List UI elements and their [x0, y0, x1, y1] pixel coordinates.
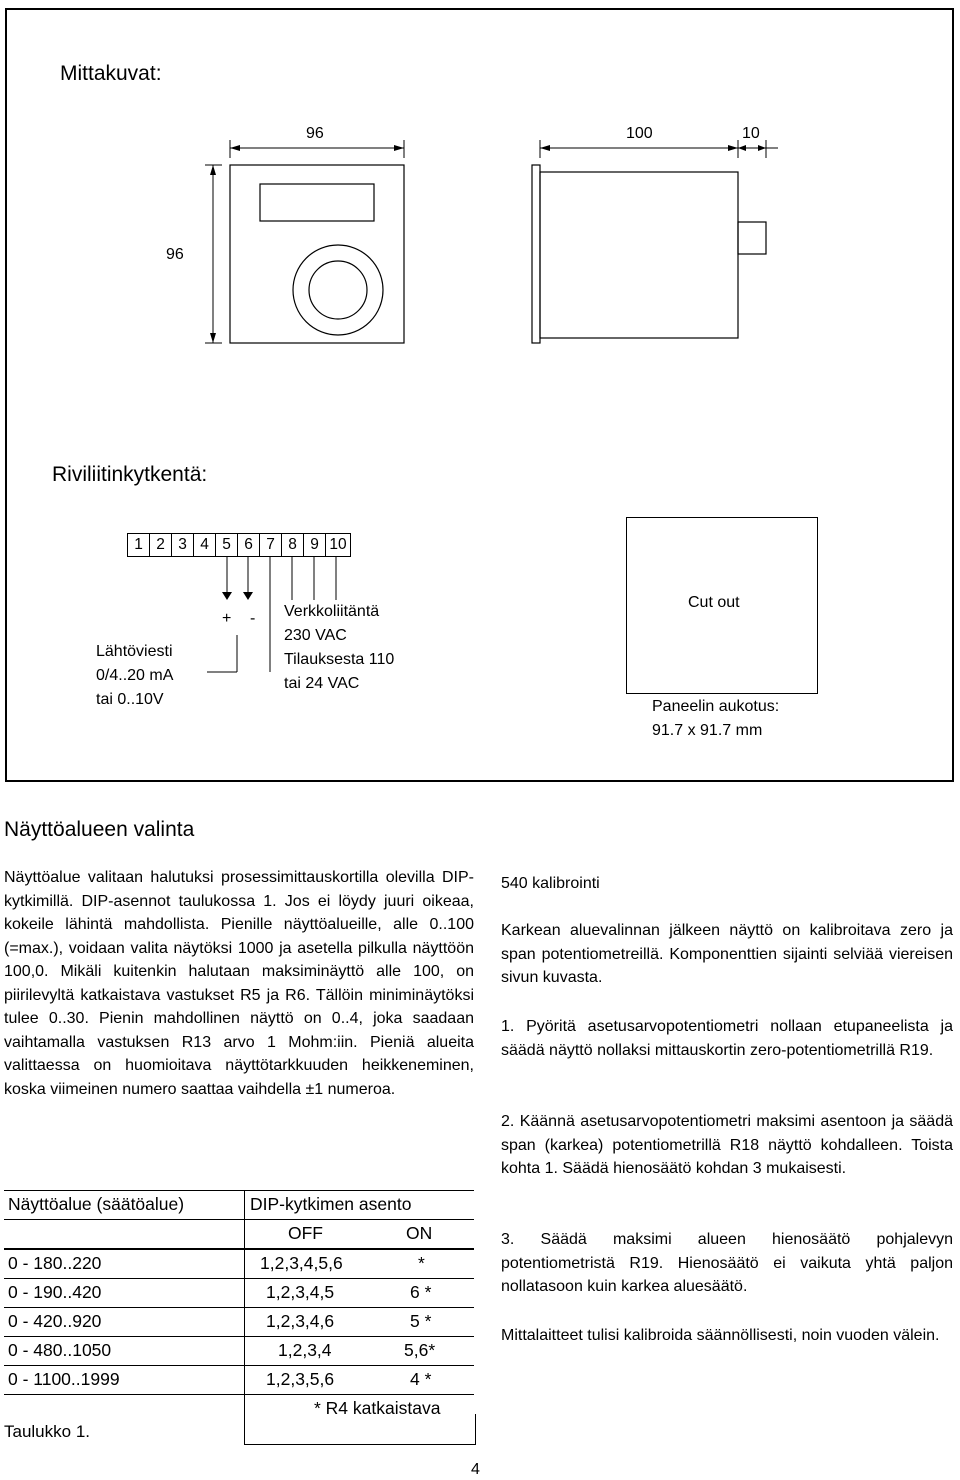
- side-extra-label: 10: [742, 125, 760, 142]
- dimension-drawing: [0, 0, 960, 480]
- terminal-6: 6: [238, 534, 260, 556]
- calibration-heading: 540 kalibrointi: [501, 875, 600, 892]
- table-off-header: OFF: [288, 1223, 323, 1243]
- supply-line1: Verkkoliitäntä: [284, 603, 380, 620]
- page-number: 4: [471, 1461, 480, 1478]
- table-on-header: ON: [406, 1223, 433, 1243]
- table-row: [4, 1279, 474, 1308]
- table-cell-on: 4 *: [410, 1369, 432, 1389]
- range-paragraph: Näyttöalue valitaan halutuksi prosessimittauskortilla olevilla DIP-kytkimillä. DIP-asennot taulukossa 1. Jos ei löydy juuri oikeaa, kokeile lähintä mahdollista. Pienille näyttöalueille, alle 0..100 (=max.), voidaan valita näytöksi 1000 ja asetella pilkulla näyttöön 100,0. Mikäli kuitenkin halutaan maksiminäyttö alle 100, on piirilevyltä katkaistava vastukset R5 ja R6. Tällöin miniminäytöksi tulee 0..30. Pienin mahdollinen näyttö on 0..4, joka saadaan vaihtamalla vastuksen R13 arvo 1 Mohm:iin. Pieniä alueita valittaessa on huomioitava näyttötarkkuuden heikkeneminen, koska viimeinen numero saattaa vaihdella ±1 numeroa.: [4, 869, 474, 1098]
- footnote-box: [244, 1414, 476, 1445]
- calibration-step-1: 1. Pyöritä asetusarvopotentiometri nollaan etupaneelista ja säädä näyttö nollaksi mittauskortin zero-potentiometrillä R19.: [501, 1018, 953, 1059]
- table-col1-header: Näyttöalue (säätöalue): [8, 1194, 185, 1214]
- table-cell-on: 6 *: [410, 1282, 432, 1302]
- table-cell-on: *: [418, 1253, 425, 1273]
- table-cell-off: 1,2,3,4: [278, 1340, 332, 1360]
- table-header-row: [4, 1190, 474, 1220]
- calibration-note: Mittalaitteet tulisi kalibroida säännöllisesti, noin vuoden välein.: [501, 1327, 940, 1344]
- table-cell-range: 0 - 420..920: [8, 1311, 102, 1331]
- supply-line2: 230 VAC: [284, 627, 347, 644]
- calibration-step-2: 2. Käännä asetusarvopotentiometri maksimi asentoon ja säädä span (karkea) potentiometrillä R18 näyttö kohdalleen. Toista kohta 1. Säädä hienosäätö kohdan 3 mukaisesti.: [501, 1113, 953, 1177]
- table-cell-on: 5,6*: [404, 1340, 436, 1360]
- output-signal-line2: 0/4..20 mA: [96, 667, 174, 684]
- table-cell-on: 5 *: [410, 1311, 432, 1331]
- output-signal-line3: tai 0..10V: [96, 691, 164, 708]
- table-cell-range: 0 - 190..420: [8, 1282, 102, 1302]
- wiring-title: Riviliitinkytkentä:: [52, 463, 208, 486]
- terminal-7: 7: [260, 534, 282, 556]
- terminal-4: 4: [194, 534, 216, 556]
- supply-line3: Tilauksesta 110: [284, 651, 395, 668]
- table-cell-range: 0 - 180..220: [8, 1253, 102, 1273]
- terminal-8: 8: [282, 534, 304, 556]
- terminal-1: 1: [128, 534, 150, 556]
- table-cell-range: 0 - 480..1050: [8, 1340, 112, 1360]
- terminal-10: 10: [329, 536, 347, 553]
- cutout-label: Cut out: [688, 594, 740, 611]
- cutout-line2: 91.7 x 91.7 mm: [652, 722, 763, 739]
- cutout-line1: Paneelin aukotus:: [652, 698, 780, 715]
- front-height-label: 96: [166, 246, 184, 263]
- table-subheader-row: [4, 1220, 474, 1250]
- table-cell-off: 1,2,3,4,6: [266, 1311, 335, 1331]
- table-cell-off: 1,2,3,5,6: [266, 1369, 335, 1389]
- terminal-9: 9: [304, 534, 326, 556]
- table-cell-off: 1,2,3,4,5: [266, 1282, 335, 1302]
- terminal-2: 2: [150, 534, 172, 556]
- dimensions-title: Mittakuvat:: [60, 62, 162, 85]
- supply-line4: tai 24 VAC: [284, 675, 360, 692]
- dip-table: [4, 1190, 474, 1423]
- minus-label: -: [250, 610, 256, 627]
- table-row: [4, 1337, 474, 1366]
- terminal-5: 5: [216, 534, 238, 556]
- table-caption: Taulukko 1.: [4, 1422, 90, 1441]
- range-heading: Näyttöalueen valinta: [4, 818, 195, 841]
- calibration-intro: Karkean aluevalinnan jälkeen näyttö on kalibroitava zero ja span potentiometreillä. Komponenttien sijainti selviää viereisen sivun kuvasta.: [501, 922, 953, 986]
- terminal-3: 3: [172, 534, 194, 556]
- plus-label: +: [222, 610, 232, 627]
- table-col2-header: DIP-kytkimen asento: [250, 1194, 412, 1214]
- table-cell-off: 1,2,3,4,5,6: [260, 1253, 343, 1273]
- table-cell-range: 0 - 1100..1999: [8, 1369, 120, 1389]
- output-signal-line1: Lähtöviesti: [96, 643, 173, 660]
- front-width-label: 96: [306, 125, 324, 142]
- calibration-step-3: 3. Säädä maksimi alueen hienosäätö pohjalevyn potentiometristä R19. Hienosäätö ei vaikuta yhtä paljon nollatasoon kuin karkea aluesäätö.: [501, 1231, 953, 1295]
- table-row: [4, 1308, 474, 1337]
- table-row: [4, 1250, 474, 1279]
- table-row: [4, 1366, 474, 1395]
- table-footnote: * R4 katkaistava: [314, 1398, 441, 1418]
- side-depth-label: 100: [626, 125, 653, 142]
